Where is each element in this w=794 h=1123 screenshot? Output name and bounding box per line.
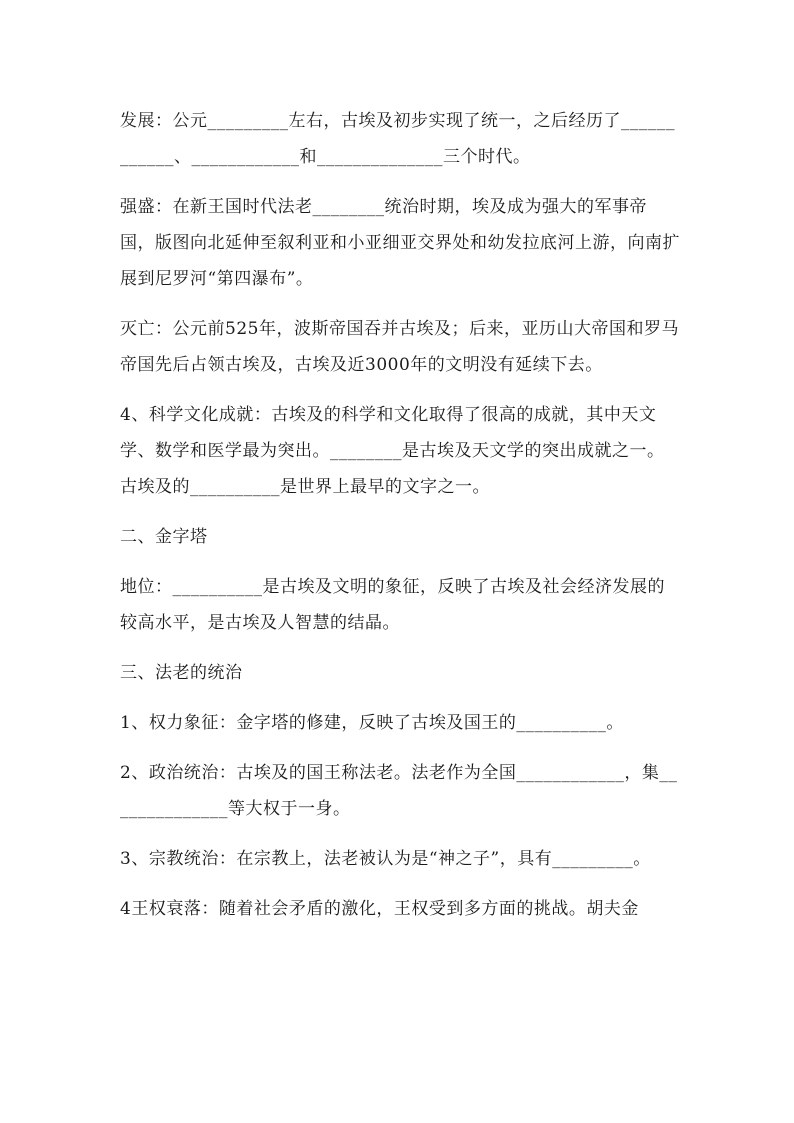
section-heading-pharaoh-rule: 三、法老的统治 xyxy=(120,663,243,683)
section-heading-pyramids: 二、金字塔 xyxy=(120,527,208,547)
paragraph-power-symbol: 1、权力象征：金字塔的修建，反映了古埃及国王的__________。 xyxy=(120,713,624,733)
paragraph-prosperity: 强盛：在新王国时代法老________统治时期，埃及成为强大的军事帝国，版图向北延伸至叙利亚和小亚细亚交界处和幼发拉底河上游，向南扩展到尼罗河“第四瀑布”。 xyxy=(120,197,680,289)
paragraph-royal-decline: 4王权衰落：随着社会矛盾的激化，王权受到多方面的挑战。胡夫金 xyxy=(120,899,639,919)
paragraph-decline: 灭亡：公元前525年，波斯帝国吞并古埃及；后来，亚历山大帝国和罗马帝国先后占领古埃及，古埃及近3000年的文明没有延续下去。 xyxy=(120,319,679,375)
paragraph-pyramid-status: 地位：__________是古埃及文明的象征，反映了古埃及社会经济发展的较高水平，是古埃及人智慧的结晶。 xyxy=(120,577,665,633)
paragraph-science-culture: 4、科学文化成就：古埃及的科学和文化取得了很高的成就，其中天文学、数学和医学最为突出。________是古埃及天文学的突出成就之一。古埃及的__________是世界上最早的文字之一。 xyxy=(120,405,665,497)
paragraph-development: 发展：公元_________左右，古埃及初步实现了统一，之后经历了____________、____________和______________三个时代。 xyxy=(120,111,675,167)
paragraph-religious-rule: 3、宗教统治：在宗教上，法老被认为是“神之子”，具有_________。 xyxy=(120,849,651,869)
document-page xyxy=(120,103,680,941)
paragraph-political-rule: 2、政治统治：古埃及的国王称法老。法老作为全国____________，集______________等大权于一身。 xyxy=(120,763,678,819)
